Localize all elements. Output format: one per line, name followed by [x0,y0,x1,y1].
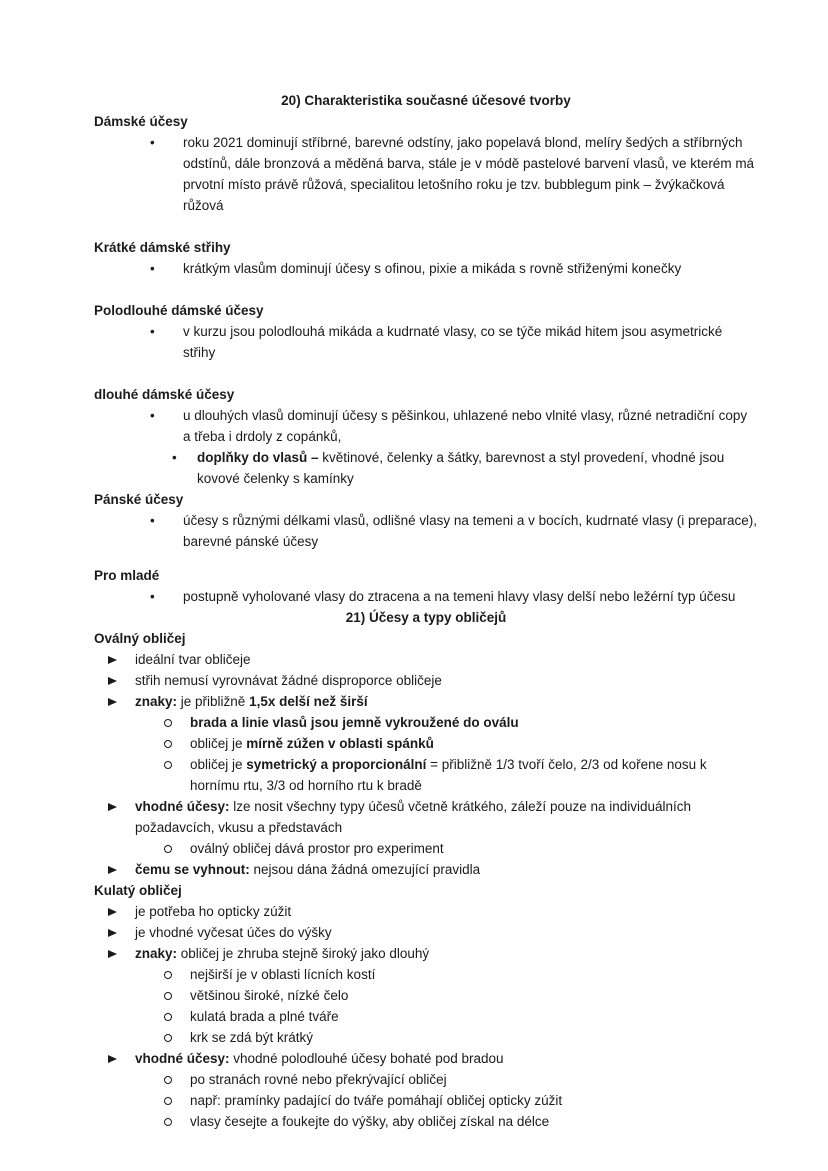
circle-bullet-icon [164,845,172,853]
text-run: znaky: [135,694,178,709]
arrow-list-item [94,1048,758,1069]
text-run: většinou široké, nízké čelo [190,988,349,1003]
circle-list-item [94,1027,758,1048]
bullet-item [94,405,758,447]
arrow-list-item [94,670,758,691]
text-run: květinové, čelenky a šátky, barevnost a styl provedení, vhodné jsou kovové čelenky s kamínky [197,450,725,486]
text-run: vhodné účesy: [135,1051,230,1066]
paragraph-spacer [94,279,758,300]
text-run: 1,5x delší než širší [249,694,368,709]
bullet-item [94,510,758,552]
circle-bullet-icon [164,761,172,769]
text-run: po stranách rovné nebo překrývající obličej [190,1072,447,1087]
text-run: obličej je [190,757,247,772]
circle-list-item [94,754,758,796]
text-run: ideální tvar obličeje [135,652,251,667]
section-title [94,607,758,628]
bullet-item [94,132,758,216]
bullet-item [94,586,758,607]
text-run: = přibližně 1/3 tvoří čelo, 2/3 od kořene nosu k hornímu rtu, 3/3 od horního rtu k bradě [190,757,707,793]
text-run: krk se zdá být krátký [190,1030,314,1045]
arrowhead-bullet-icon [108,908,117,916]
text-run: znaky: [135,946,178,961]
bullet-icon: • [150,261,155,276]
circle-bullet-icon [164,1097,172,1105]
arrow-list-item [94,901,758,922]
sub-bullet-item [94,447,758,489]
circle-bullet-icon [164,719,172,727]
text-run: postupně vyholované vlasy do ztracena a na temeni hlavy vlasy delší nebo ležérní typ účesu [183,589,736,604]
arrowhead-bullet-icon [108,950,117,958]
circle-list-item [94,1069,758,1090]
text-run: obličej je [190,736,247,751]
text-run: lze nosit všechny typy účesů včetně krátkého, záleží pouze na individuálních požadavcích, vkusu a představách [135,799,692,835]
bullet-icon: • [150,408,155,423]
bullet-icon: • [150,135,155,150]
text-run: účesy s různými délkami vlasů, odlišné vlasy na temeni a v bocích, kudrnaté vlasy (i preparace), barevné pánské účesy [183,513,758,549]
text-run: 21) Účesy a typy obličejů [345,610,507,625]
circle-bullet-icon [164,971,172,979]
circle-list-item [94,985,758,1006]
text-run: vhodné účesy: [135,799,230,814]
text-run: u dlouhých vlasů dominují účesy s pěšinkou, uhlazené nebo vlnité vlasy, různé netradiční copy a třeba i drdoly z copánků, [183,408,748,444]
text-run: Pro mladé [94,568,160,583]
circle-list-item [94,1090,758,1111]
paragraph-spacer [94,216,758,237]
circle-list-item [94,712,758,733]
text-run: nejsou dána žádná omezující pravidla [249,862,481,877]
text-run: krátkým vlasům dominují účesy s ofinou, pixie a mikáda s rovně střiženými konečky [183,261,682,276]
text-run: nejširší je v oblasti lícních kostí [190,967,376,982]
bullet-icon: • [172,450,177,465]
text-run: vhodné polodlouhé účesy bohaté pod bradou [229,1051,504,1066]
text-run: roku 2021 dominují stříbrné, barevné odstíny, jako popelavá blond, melíry šedých a stříbrných odstínů, dále bronzová a měděná barva, stále je v módě pastelové barvení vlasů, ve kterém má prvotní místo právě růžová, specialitou letošního roku je tzv. bubblegum pink – žvýkačková růžová [183,135,755,213]
arrowhead-bullet-icon [108,656,117,664]
arrow-list-item [94,943,758,964]
paragraph-spacer [94,363,758,384]
text-run: Krátké dámské střihy [94,240,231,255]
section-heading [94,628,758,649]
section-heading [94,237,758,258]
arrowhead-bullet-icon [108,929,117,937]
text-run: v kurzu jsou polodlouhá mikáda a kudrnaté vlasy, co se týče mikád hitem jsou asymetrické střihy [183,324,723,360]
bullet-item [94,258,758,279]
text-run: mírně zúžen v oblasti spánků [246,736,434,751]
arrowhead-bullet-icon [108,698,117,706]
text-run: Pánské účesy [94,492,184,507]
circle-list-item [94,1111,758,1132]
circle-bullet-icon [164,992,172,1000]
text-run: vlasy česejte a foukejte do výšky, aby obličej získal na délce [190,1114,550,1129]
text-run: kulatá brada a plné tváře [190,1009,339,1024]
circle-list-item [94,838,758,859]
bullet-icon: • [150,589,155,604]
text-run: Oválný obličej [94,631,186,646]
arrow-list-item [94,691,758,712]
text-run: 20) Charakteristika současné účesové tvorby [281,93,571,108]
text-run: doplňky do vlasů – [197,450,323,465]
arrowhead-bullet-icon [108,1055,117,1063]
arrowhead-bullet-icon [108,803,117,811]
text-run: dlouhé dámské účesy [94,387,235,402]
bullet-icon: • [150,324,155,339]
text-run: brada a linie vlasů jsou jemně vykroužené do oválu [190,715,519,730]
text-run: symetrický a proporcionální [246,757,427,772]
bullet-item [94,321,758,363]
text-run: je potřeba ho opticky zúžit [135,904,292,919]
section-heading [94,880,758,901]
section-title [94,90,758,111]
text-run: oválný obličej dává prostor pro experiment [190,841,444,856]
circle-bullet-icon [164,1118,172,1126]
text-run: čemu se vyhnout: [135,862,250,877]
section-heading [94,384,758,405]
section-heading [94,111,758,132]
circle-list-item [94,733,758,754]
circle-bullet-icon [164,1076,172,1084]
text-run: střih nemusí vyrovnávat žádné disproporce obličeje [135,673,442,688]
section-heading [94,300,758,321]
circle-bullet-icon [164,740,172,748]
text-run: obličej je zhruba stejně široký jako dlouhý [177,946,430,961]
arrow-list-item [94,796,758,838]
arrow-list-item [94,922,758,943]
text-run: je přibližně [177,694,250,709]
section-heading [94,565,758,586]
arrow-list-item [94,649,758,670]
circle-bullet-icon [164,1013,172,1021]
text-run: Polodlouhé dámské účesy [94,303,264,318]
arrowhead-bullet-icon [108,677,117,685]
text-run: Kulatý obličej [94,883,182,898]
text-run: např: pramínky padající do tváře pomáhají obličej opticky zúžit [190,1093,563,1108]
text-run: je vhodné vyčesat účes do výšky [135,925,332,940]
circle-bullet-icon [164,1034,172,1042]
circle-list-item [94,964,758,985]
arrowhead-bullet-icon [108,866,117,874]
section-heading [94,489,758,510]
paragraph-spacer [94,552,758,565]
bullet-icon: • [150,513,155,528]
arrow-list-item [94,859,758,880]
text-run: Dámské účesy [94,114,188,129]
circle-list-item [94,1006,758,1027]
